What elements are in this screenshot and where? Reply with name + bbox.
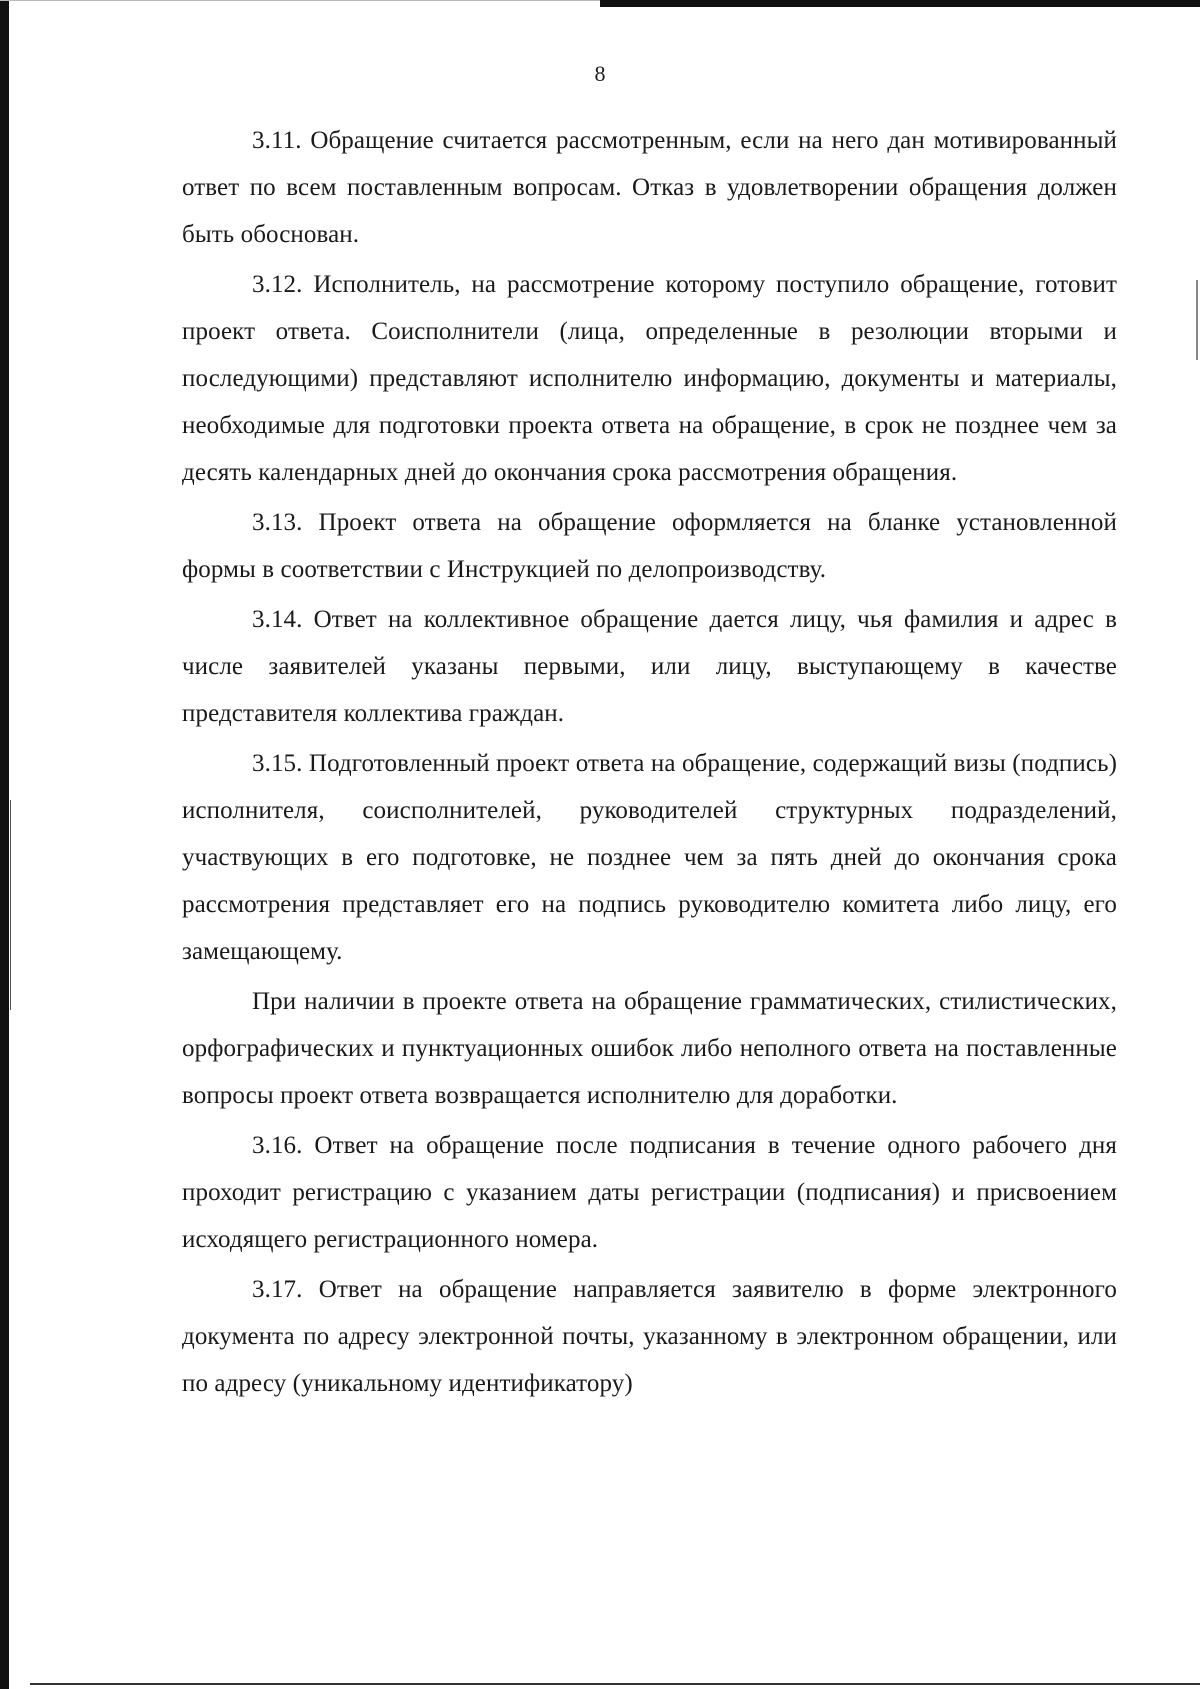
scan-border-top-thin (0, 0, 600, 1)
scan-border-left (0, 0, 9, 1689)
paragraph-3-13: 3.13. Проект ответа на обращение оформляется на бланке установленной формы в соответствии с Инструкцией по делопроизводству. (182, 509, 1117, 583)
paragraph-3-11: 3.11. Обращение считается рассмотренным, если на него дан мотивированный ответ по всем поставленным вопросам. Отказ в удовлетворении обращения должен быть обоснован. (182, 127, 1117, 248)
paragraph-3-15-continued: При наличии в проекте ответа на обращение грамматических, стилистических, орфографических и пунктуационных ошибок либо неполного ответа на поставленные вопросы проект ответа возвращается исполнителю для доработки. (182, 988, 1117, 1109)
scan-mark-right (1196, 280, 1198, 360)
scan-mark-left (10, 800, 11, 1010)
paragraph-3-14: 3.14. Ответ на коллективное обращение дается лицу, чья фамилия и адрес в числе заявителей указаны первыми, или лицу, выступающему в качестве представителя коллектива граждан. (182, 606, 1117, 727)
paragraph-3-16: 3.16. Ответ на обращение после подписания в течение одного рабочего дня проходит регистрацию с указанием даты регистрации (подписания) и присвоением исходящего регистрационного номера. (182, 1132, 1117, 1253)
document-body (182, 117, 1117, 1410)
paragraph-3-12: 3.12. Исполнитель, на рассмотрение которому поступило обращение, готовит проект ответа. Соисполнители (лица, определенные в резолюции вторыми и последующими) представляют исполнителю информацию, документы и материалы, необходимые для подготовки проекта ответа на обращение, в срок не позднее чем за десять календарных дней до окончания срока рассмотрения обращения. (182, 271, 1117, 486)
paragraph-3-15: 3.15. Подготовленный проект ответа на обращение, содержащий визы (подпись) исполнителя, соисполнителей, руководителей структурных подразделений, участвующих в его подготовке, не позднее чем за пять дней до окончания срока рассмотрения представляет его на подпись руководителю комитета либо лицу, его замещающему. (182, 750, 1117, 965)
scan-border-top (600, 0, 1200, 7)
paragraph-3-17: 3.17. Ответ на обращение направляется заявителю в форме электронного документа по адресу электронной почты, указанному в электронном обращении, или по адресу (уникальному идентификатору) (182, 1276, 1117, 1397)
scan-border-bottom (30, 1683, 1200, 1685)
page-number: 8 (594, 61, 606, 86)
